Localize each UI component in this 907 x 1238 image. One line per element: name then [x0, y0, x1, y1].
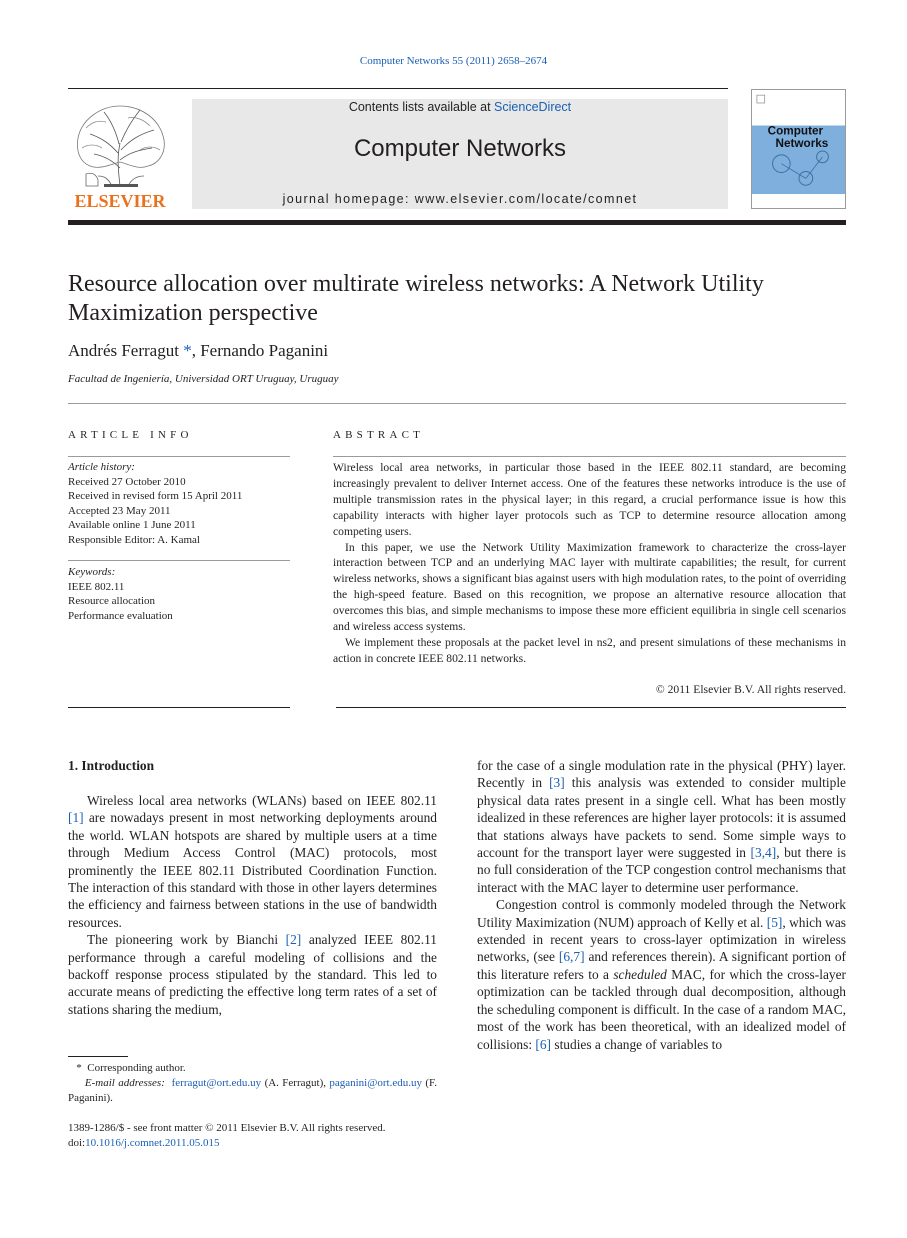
doi-label: doi:: [68, 1137, 86, 1149]
cover-title-line1: Computer: [767, 124, 824, 138]
corresponding-footnote: [68, 1061, 437, 1076]
front-matter: [68, 1121, 437, 1151]
body-text: Wireless local area networks (WLANs) based on IEEE 802.11: [87, 793, 437, 808]
doi-link[interactable]: 10.1016/j.comnet.2011.05.015: [85, 1137, 220, 1149]
history-item: Received in revised form 15 April 2011: [68, 490, 243, 502]
author-separator: ,: [191, 341, 201, 360]
homepage-prefix: journal homepage:: [282, 192, 415, 206]
affiliation: Facultad de Ingeniería, Universidad ORT Uruguay, Uruguay: [68, 373, 339, 385]
email-ferragut-name: (A. Ferragut),: [261, 1077, 330, 1089]
article-title: Resource allocation over multirate wireless networks: A Network Utility Maximization perspective: [68, 271, 764, 326]
email-ferragut-link[interactable]: ferragut@ort.edu.uy: [171, 1077, 262, 1089]
history-item: Accepted 23 May 2011: [68, 504, 171, 517]
keywords: [68, 565, 290, 623]
body-paragraph: [477, 757, 846, 896]
header-thick-rule: [68, 220, 846, 225]
body-column-right: [477, 757, 846, 1053]
elsevier-logo[interactable]: [68, 98, 172, 210]
abstract-rule: [333, 456, 846, 457]
article-info-heading: ARTICLE INFO: [68, 429, 193, 441]
abstract-paragraph: Wireless local area networks, in particular those based in the IEEE 802.11 standard, are becoming increasingly prevalent to deliver Internet access. One of the features these networks introduce is the use of multiple transmission rates in the physical layer; in this regard, a crucial performance issue is how this capability interacts with higher layer protocols such as TCP to determine resource allocation among competing users.: [333, 461, 846, 538]
journal-homepage: [192, 192, 728, 206]
keywords-label: Keywords:: [68, 566, 116, 578]
header-rule: [68, 88, 728, 89]
contents-line: [192, 100, 728, 114]
journal-citation[interactable]: Computer Networks 55 (2011) 2658–2674: [359, 55, 548, 67]
body-text: The pioneering work by Bianchi: [87, 932, 286, 948]
body-paragraph: [477, 896, 846, 1053]
cover-thumbnail: [752, 90, 845, 208]
emphasis-text: scheduled: [613, 966, 667, 982]
corresponding-author-mark[interactable]: *: [183, 341, 192, 360]
keyword-item: IEEE 802.11: [68, 580, 125, 593]
body-text: studies a change of variables to: [551, 1036, 723, 1052]
citation-link[interactable]: [6]: [535, 1036, 552, 1052]
history-item: Responsible Editor: A. Kamal: [68, 533, 200, 546]
title-rule: [68, 403, 846, 404]
keyword-item: Performance evaluation: [68, 609, 173, 622]
body-paragraph: [68, 931, 437, 1018]
cover-title-line2: Networks: [775, 137, 829, 151]
section-heading-introduction: 1. Introduction: [68, 758, 155, 773]
journal-cover[interactable]: [751, 89, 846, 209]
journal-title: Computer Networks: [353, 135, 567, 162]
body-column-left: [68, 792, 437, 1018]
email-paganini-link[interactable]: paganini@ort.edu.uy: [329, 1077, 422, 1089]
body-text: this analysis was extended to consider multiple physical data rates present in a single cell. What has been mostly idealized in these references are higher layer protocols: it is assumed that stations always have packets to send. Some simple ways to account for the transport layer were suggested in: [477, 775, 846, 861]
footnotes: [68, 1061, 437, 1106]
abstract-paragraph: We implement these proposals at the packet level in ns2, and present simulations of these mechanisms in action in concrete IEEE 802.11 networks.: [333, 635, 846, 665]
article-info-rule: [68, 456, 290, 457]
footnote-rule: [68, 1056, 128, 1057]
citation-link[interactable]: [5]: [766, 914, 783, 930]
email-paganini-name: (F. Paganini).: [68, 1077, 437, 1104]
abstract-paragraph: In this paper, we use the Network Utility Maximization framework to characterize the cross-layer interaction between TCP and an underlying MAC layer with multirate capabilities; the result, for current wireless networks, shows a significant bias against users with high modulation rates, to the point of overriding the high-speed feature. Based on this recognition, we propose an alternative resource allocation that overcomes this bias, and simple mechanisms to impose these more efficient equilibria in single cell scenarios and wireless access systems.: [333, 540, 846, 634]
body-text: MAC, for which the cross-layer optimization can be tackled through dual decomposition, although the scheduling component is difficult. In the case of a random MAC, most of the work has been theoretical, with an idealized model of collisions:: [477, 966, 846, 1052]
citation-link[interactable]: [3]: [549, 775, 565, 791]
front-matter-line: 1389-1286/$ - see front matter © 2011 Elsevier B.V. All rights reserved.: [68, 1122, 386, 1134]
citation-link[interactable]: [6,7]: [558, 949, 585, 965]
journal-banner: [192, 99, 728, 209]
corresponding-mark: *: [76, 1062, 82, 1074]
body-text: for the case of a single modulation rate in the physical (PHY) layer. Recently in: [477, 758, 846, 791]
history-item: Received 27 October 2010: [68, 475, 186, 488]
body-text: Congestion control is commonly modeled through the Network Utility Maximization (NUM) approach of Kelly et al.: [477, 897, 846, 930]
citation-link[interactable]: [1]: [68, 810, 84, 826]
citation-link[interactable]: [3,4]: [750, 845, 777, 861]
history-item: Available online 1 June 2011: [68, 519, 196, 531]
email-footnote: [68, 1076, 437, 1106]
elsevier-tree-icon: [68, 98, 172, 210]
abstract-text: [333, 460, 846, 667]
body-text: , but there is no full consideration of the TCP congestion control mechanisms that interact with the MAC layer to determine user performance.: [477, 845, 846, 895]
citation-link[interactable]: [2]: [285, 932, 302, 948]
article-history: [68, 460, 290, 547]
abstract-copyright: © 2011 Elsevier B.V. All rights reserved.: [655, 683, 846, 696]
body-text: are nowadays present in most networking deployments around the world. WLAN hotspots are shared by multiple users at a time through Medium Access Control (MAC) protocols, most prominently the IEEE 802.11 Distributed Coordination Function. The interaction of this standard with those in other layers determines the efficiency and fairness between stations in the use of bandwidth resources.: [68, 810, 437, 930]
author-ferragut[interactable]: Andrés Ferragut: [68, 341, 179, 360]
sciencedirect-link[interactable]: ScienceDirect: [494, 100, 572, 114]
body-text: and references therein). A significant portion of this literature refers to a: [477, 949, 846, 982]
doi-line: [68, 1136, 437, 1151]
contents-prefix: Contents lists available at: [348, 100, 495, 114]
body-text: , which was extended in recent years to cross-layer optimization in wireless networks, (see: [477, 914, 847, 965]
keywords-rule: [68, 560, 290, 561]
author-paganini[interactable]: Fernando Paganini: [200, 341, 329, 360]
body-paragraph: [68, 792, 437, 931]
history-label: Article history:: [68, 461, 135, 473]
homepage-link[interactable]: www.elsevier.com/locate/comnet: [414, 192, 638, 206]
body-text: analyzed IEEE 802.11 performance through a careful modeling of collisions and the backoff response process stipulated by the standard. This led to accurate means of predicting the effective long term rates of a set of stations sharing the medium,: [68, 932, 437, 1017]
author-list: [68, 341, 328, 361]
keyword-item: Resource allocation: [68, 595, 156, 607]
article-info-end-rule: [68, 707, 290, 708]
email-label: E-mail addresses:: [84, 1077, 165, 1089]
abstract-end-rule: [336, 707, 846, 708]
elsevier-wordmark: ELSEVIER: [74, 191, 166, 210]
corresponding-text: Corresponding author.: [87, 1062, 186, 1074]
abstract-heading: ABSTRACT: [333, 429, 425, 441]
